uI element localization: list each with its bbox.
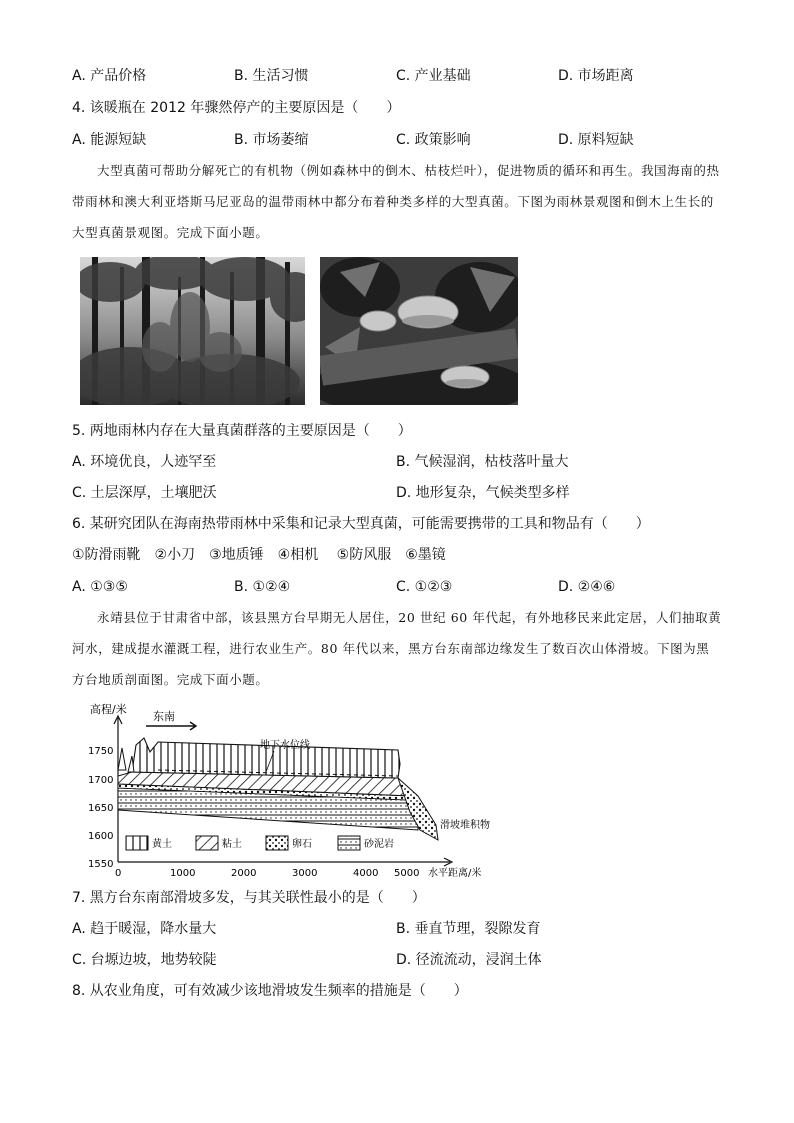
- x-tick: 1000: [170, 868, 196, 879]
- groundwater-label: 地下水位线: [260, 740, 310, 751]
- legend-sandstone: 砂泥岩: [364, 839, 394, 850]
- q6-option-d[interactable]: D. ②④⑥: [558, 579, 616, 595]
- q4-option-c[interactable]: C. 政策影响: [396, 132, 471, 148]
- x-tick: 2000: [231, 868, 257, 879]
- q7-option-c[interactable]: C. 台塬边坡，地势较陡: [72, 952, 217, 968]
- legend-swatch-loess: [126, 836, 148, 850]
- y-tick: 1750: [88, 746, 114, 757]
- q4-option-d[interactable]: D. 原料短缺: [558, 132, 634, 148]
- legend-swatch-sandstone: [338, 836, 360, 850]
- q5-option-b[interactable]: B. 气候湿润，枯枝落叶量大: [396, 454, 569, 470]
- slide-deposit-label: 滑坡堆积物: [440, 820, 490, 831]
- q6-option-c[interactable]: C. ①②③: [396, 579, 453, 595]
- q6-items: ①防滑雨靴 ②小刀 ③地质锤 ④相机 ⑤防风服 ⑥墨镜: [72, 547, 446, 563]
- legend-loess: 黄土: [152, 839, 172, 850]
- passage-landslide: [72, 602, 722, 695]
- legend-swatch-gravel: [266, 836, 288, 850]
- geologic-profile-figure: [88, 700, 508, 880]
- passage-fungi: [72, 155, 722, 248]
- q7-option-b[interactable]: B. 垂直节理，裂隙发育: [396, 921, 541, 937]
- y-tick: 1700: [88, 775, 114, 786]
- q3-option-b[interactable]: B. 生活习惯: [234, 68, 309, 84]
- direction-label: 东南: [153, 710, 175, 723]
- q6-option-b[interactable]: B. ①②④: [234, 579, 291, 595]
- q3-option-d[interactable]: D. 市场距离: [558, 68, 634, 84]
- passage-fungi-text: 大型真菌可帮助分解死亡的有机物（例如森林中的倒木、枯枝烂叶），促进物质的循环和再生。我国海南的热带雨林和澳大利亚塔斯马尼亚岛的温带雨林中都分布着种类多样的大型真菌。下图为雨林景观图和倒木上生长的大型真菌景观图。完成下面小题。: [72, 163, 720, 240]
- q3-option-c[interactable]: C. 产业基础: [396, 68, 471, 84]
- q5-option-c[interactable]: C. 土层深厚，土壤肥沃: [72, 485, 217, 501]
- x-tick: 0: [115, 868, 122, 879]
- x-tick: 4000: [353, 868, 379, 879]
- x-tick: 5000: [394, 868, 420, 879]
- rainforest-photo: [80, 257, 305, 405]
- y-tick: 1650: [88, 803, 114, 814]
- passage-landslide-text: 永靖县位于甘肃省中部，该县黑方台早期无人居住，20 世纪 60 年代起，有外地移民来此定居，人们抽取黄河水，建成提水灌溉工程，进行农业生产。80 年代以来，黑方台东南部边缘发生了数百次山体滑坡。下图为黑方台地质剖面图。完成下面小题。: [72, 610, 722, 687]
- q4-option-b[interactable]: B. 市场萎缩: [234, 132, 309, 148]
- x-axis-title: 水平距离/米: [428, 868, 482, 879]
- q7-stem: 7. 黑方台东南部滑坡多发，与其关联性最小的是（ ）: [72, 890, 426, 906]
- q6-stem: 6. 某研究团队在海南热带雨林中采集和记录大型真菌，可能需要携带的工具和物品有（ ）: [72, 516, 650, 532]
- y-tick: 1600: [88, 831, 114, 842]
- y-axis-title: 高程/米: [90, 703, 127, 716]
- direction-arrow-icon: [146, 722, 196, 730]
- q7-option-a[interactable]: A. 趋于暖湿，降水量大: [72, 921, 217, 937]
- legend-swatch-clay: [196, 836, 218, 850]
- q4-option-a[interactable]: A. 能源短缺: [72, 132, 147, 148]
- legend-clay: 粘土: [222, 839, 242, 850]
- q5-stem: 5. 两地雨林内存在大量真菌群落的主要原因是（ ）: [72, 423, 412, 439]
- q5-option-d[interactable]: D. 地形复杂，气候类型多样: [396, 485, 570, 501]
- y-tick: 1550: [88, 859, 114, 870]
- fungi-photo: [320, 257, 518, 405]
- q7-option-d[interactable]: D. 径流流动，浸润土体: [396, 952, 542, 968]
- x-tick: 3000: [292, 868, 318, 879]
- q8-stem: 8. 从农业角度，可有效减少该地滑坡发生频率的措施是（ ）: [72, 983, 468, 999]
- legend-gravel: 卵石: [292, 839, 312, 850]
- q4-stem: 4. 该暖瓶在 2012 年骤然停产的主要原因是（ ）: [72, 100, 401, 116]
- q3-option-a[interactable]: A. 产品价格: [72, 68, 147, 84]
- q5-option-a[interactable]: A. 环境优良，人迹罕至: [72, 454, 217, 470]
- q6-option-a[interactable]: A. ①③⑤: [72, 579, 128, 595]
